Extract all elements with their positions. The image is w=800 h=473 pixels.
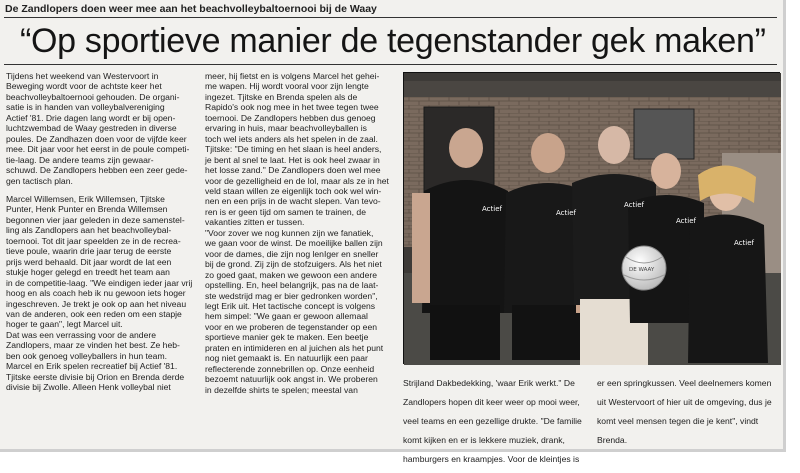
shirt-logo: Actief	[556, 209, 576, 217]
article-line: hem simpel: "We gaan er gewoon allemaal	[205, 311, 368, 322]
article-line: bezoemt natuurlijk ook angst in. We proberen	[205, 374, 378, 385]
article-line: sportieve manier gek te maken. Een beetje	[205, 332, 369, 343]
team-photo	[403, 72, 780, 364]
article-line: zo goed gaat, maken we gewoon een andere	[205, 269, 378, 280]
article-line: het losse zand." De Zandlopers doen wel mee	[205, 165, 381, 176]
article-line: tie-laag. De andere teams zijn gewaar-	[6, 154, 154, 165]
article-line: ingezet. Tjitske en Brenda spelen als de	[205, 91, 358, 102]
article-line: tieve poule, waarin drie jaar terug de eerste	[6, 246, 172, 257]
shirt-logo: Actief	[624, 201, 644, 209]
article-line: "Voor zover we nog kunnen zijn we fanatiek,	[205, 227, 374, 238]
article-line: ervaring in huis, maar beachvolleyballen is	[205, 123, 367, 134]
article-line: luchtzwembad de Waay gestreden in diverse	[6, 123, 177, 134]
article-line: divisie bij Zwolle. Alleen Henk volleybal niet	[6, 382, 171, 393]
volleyball-icon	[622, 246, 666, 290]
article-line: voor de gezelligheid en de lol, maar als ze in het	[205, 175, 389, 186]
article-line: in dezelfde shirts te spelen; meestal van	[205, 384, 358, 395]
article-line: Punter, Henk Punter en Brenda Willemsen	[6, 204, 168, 215]
article-line: ling als Zandlopers aan het beachvolleybal-	[6, 225, 172, 236]
kicker-divider	[4, 17, 777, 18]
shirt-logo: Actief	[482, 205, 502, 213]
article-line: prijs werd behaald. Dit jaar wordt de lat een	[6, 256, 172, 267]
article-line: Actief '81. Drie dagen lang wordt er bij open-	[6, 112, 176, 123]
article-line: je bent al snel te laat. Het is ook heel zwaar in	[205, 154, 380, 165]
article-line: Marcel en Erik spelen recreatief bij Actief '81.	[6, 361, 178, 372]
article-line: hoog en als coach heb ik nu gewoon iets hoger	[6, 288, 186, 299]
article-line: mee. Dit jaar voor het eerst in de poule competi-	[6, 144, 190, 155]
article-column-3	[403, 369, 590, 473]
shirt-logo: Actief	[734, 239, 754, 247]
article-line: toch wel iets anders als het spelen in de zaal.	[205, 133, 378, 144]
article-line: er een springkussen. Veel deelnemers komen	[597, 377, 772, 388]
article-line: ren is er geen tijd om samen te trainen, de	[205, 206, 366, 217]
article-line: stukje hoger gelegd en treedt het team aan	[6, 267, 170, 278]
article-line: toernooi. De Zandlopers hebben dus genoeg	[205, 112, 376, 123]
article-line: Brenda.	[597, 434, 628, 445]
article-line: nog niet gemaakt is. En natuurlijk een paar	[205, 353, 368, 364]
article-line: satie is in handen van volleybalvereniging	[6, 102, 165, 113]
article-line: vakanties zitten er tussen.	[205, 217, 305, 228]
article-column-1	[6, 71, 196, 393]
headline-divider	[4, 64, 777, 65]
article-line: hoger te gaan", legt Marcel uit.	[6, 319, 123, 330]
article-line: komt veel mensen tegen die je kent", vindt	[597, 415, 759, 426]
article-line: van de anderen, ook een reden om een stapje	[6, 308, 182, 319]
article-line: me wapen. Hij wordt vooral voor zijn lengte	[205, 81, 369, 92]
article-line: gen tactisch plan.	[6, 175, 73, 186]
article-line: toernooi. Tot dit jaar speelden ze in de recrea-	[6, 235, 181, 246]
article-line: legt Erik uit. Het tactische concept is volgens	[205, 300, 376, 311]
article-line: ingeschreven. Je trekt je ook op aan het niveau	[6, 298, 187, 309]
article-line: praten en intimideren en al juichen als het punt	[205, 342, 384, 353]
article-line: reflecterende zonnebrillen op. Onze eenheid	[205, 363, 375, 374]
article-line: hamburgers en kraampjes. Voor de kleintjes is	[403, 453, 580, 464]
article-line: Rapido's ook nog mee in het twee tegen twee	[205, 102, 379, 113]
article-line: in de competitie-laag. "We eindigen ieder jaar vrij	[6, 277, 193, 288]
article-line: opstelling. En, heel belangrijk, pas na de laat-	[205, 280, 379, 291]
article-headline: “Op sportieve manier de tegenstander gek maken”	[20, 22, 766, 60]
article-line: schuwd. De Zandlopers hebben een zeer gede-	[6, 165, 188, 176]
article-line: bij de grond. Zij zijn de stofzuigers. Als het niet	[205, 259, 382, 270]
article-line: Zandlopers, maar ze vinden het best. Ze heb-	[6, 340, 180, 351]
article-kicker: De Zandlopers doen weer mee aan het beachvolleybaltoernooi bij de Waay	[5, 3, 377, 15]
article-line: begonnen vier jaar geleden in deze samenstel-	[6, 214, 185, 225]
article-column-2	[205, 71, 395, 395]
article-line: ste wedstrijd mag er bier gedronken worden",	[205, 290, 378, 301]
article-line: Tjitske: "De timing en het slaan is heel anders,	[205, 144, 382, 155]
article-line: nen en een prijs in de wacht slepen. Van tevo-	[205, 196, 381, 207]
article-line: Tijdens het weekend van Westervoort in	[6, 71, 159, 81]
article-line: uit Westervoort of hier uit de omgeving, dus je	[597, 396, 772, 407]
article-line: komt kijken en er is lekkere muziek, drank,	[403, 434, 565, 445]
article-line: poules. De Zandhazen doen voor de vijfde keer	[6, 133, 187, 144]
article-line: we gaan voor de winst. De moeilijke ballen zijn	[205, 238, 383, 249]
article-line: beachvolleybaltoernooi gehouden. De organi-	[6, 91, 180, 102]
article-line: veld staan willen ze eigenlijk toch ook wel win-	[205, 185, 382, 196]
article-line: voor en we proberen de tegenstander op een	[205, 321, 378, 332]
article-line	[6, 186, 196, 194]
article-line: Tjitske eerste divisie bij Orion en Brenda derde	[6, 371, 185, 382]
volleyball-label: DE WAAY	[629, 267, 655, 273]
article-line: ben ook genoeg volleyballers in hun team.	[6, 350, 168, 361]
shirt-logo: Actief	[676, 217, 696, 225]
article-line: voor de dames, die zijn nog lenIger en sneller	[205, 248, 379, 259]
article-line: Beweging wordt voor de achtste keer het	[6, 81, 162, 92]
article-line: Zandlopers hopen dit keer weer op mooi weer,	[403, 396, 580, 407]
article-line: Marcel Willemsen, Erik Willemsen, Tjitske	[6, 193, 165, 204]
article-column-4	[597, 369, 781, 454]
article-line: veel teams en een gezellige drukte. "De familie	[403, 415, 582, 426]
article-line: Strijland Dakbedekking, 'waar Erik werkt." De	[403, 377, 575, 388]
article-line: meer, hij fietst en is volgens Marcel het gehei-	[205, 71, 380, 81]
article-line: Dat was een verrassing voor de andere	[6, 329, 156, 340]
